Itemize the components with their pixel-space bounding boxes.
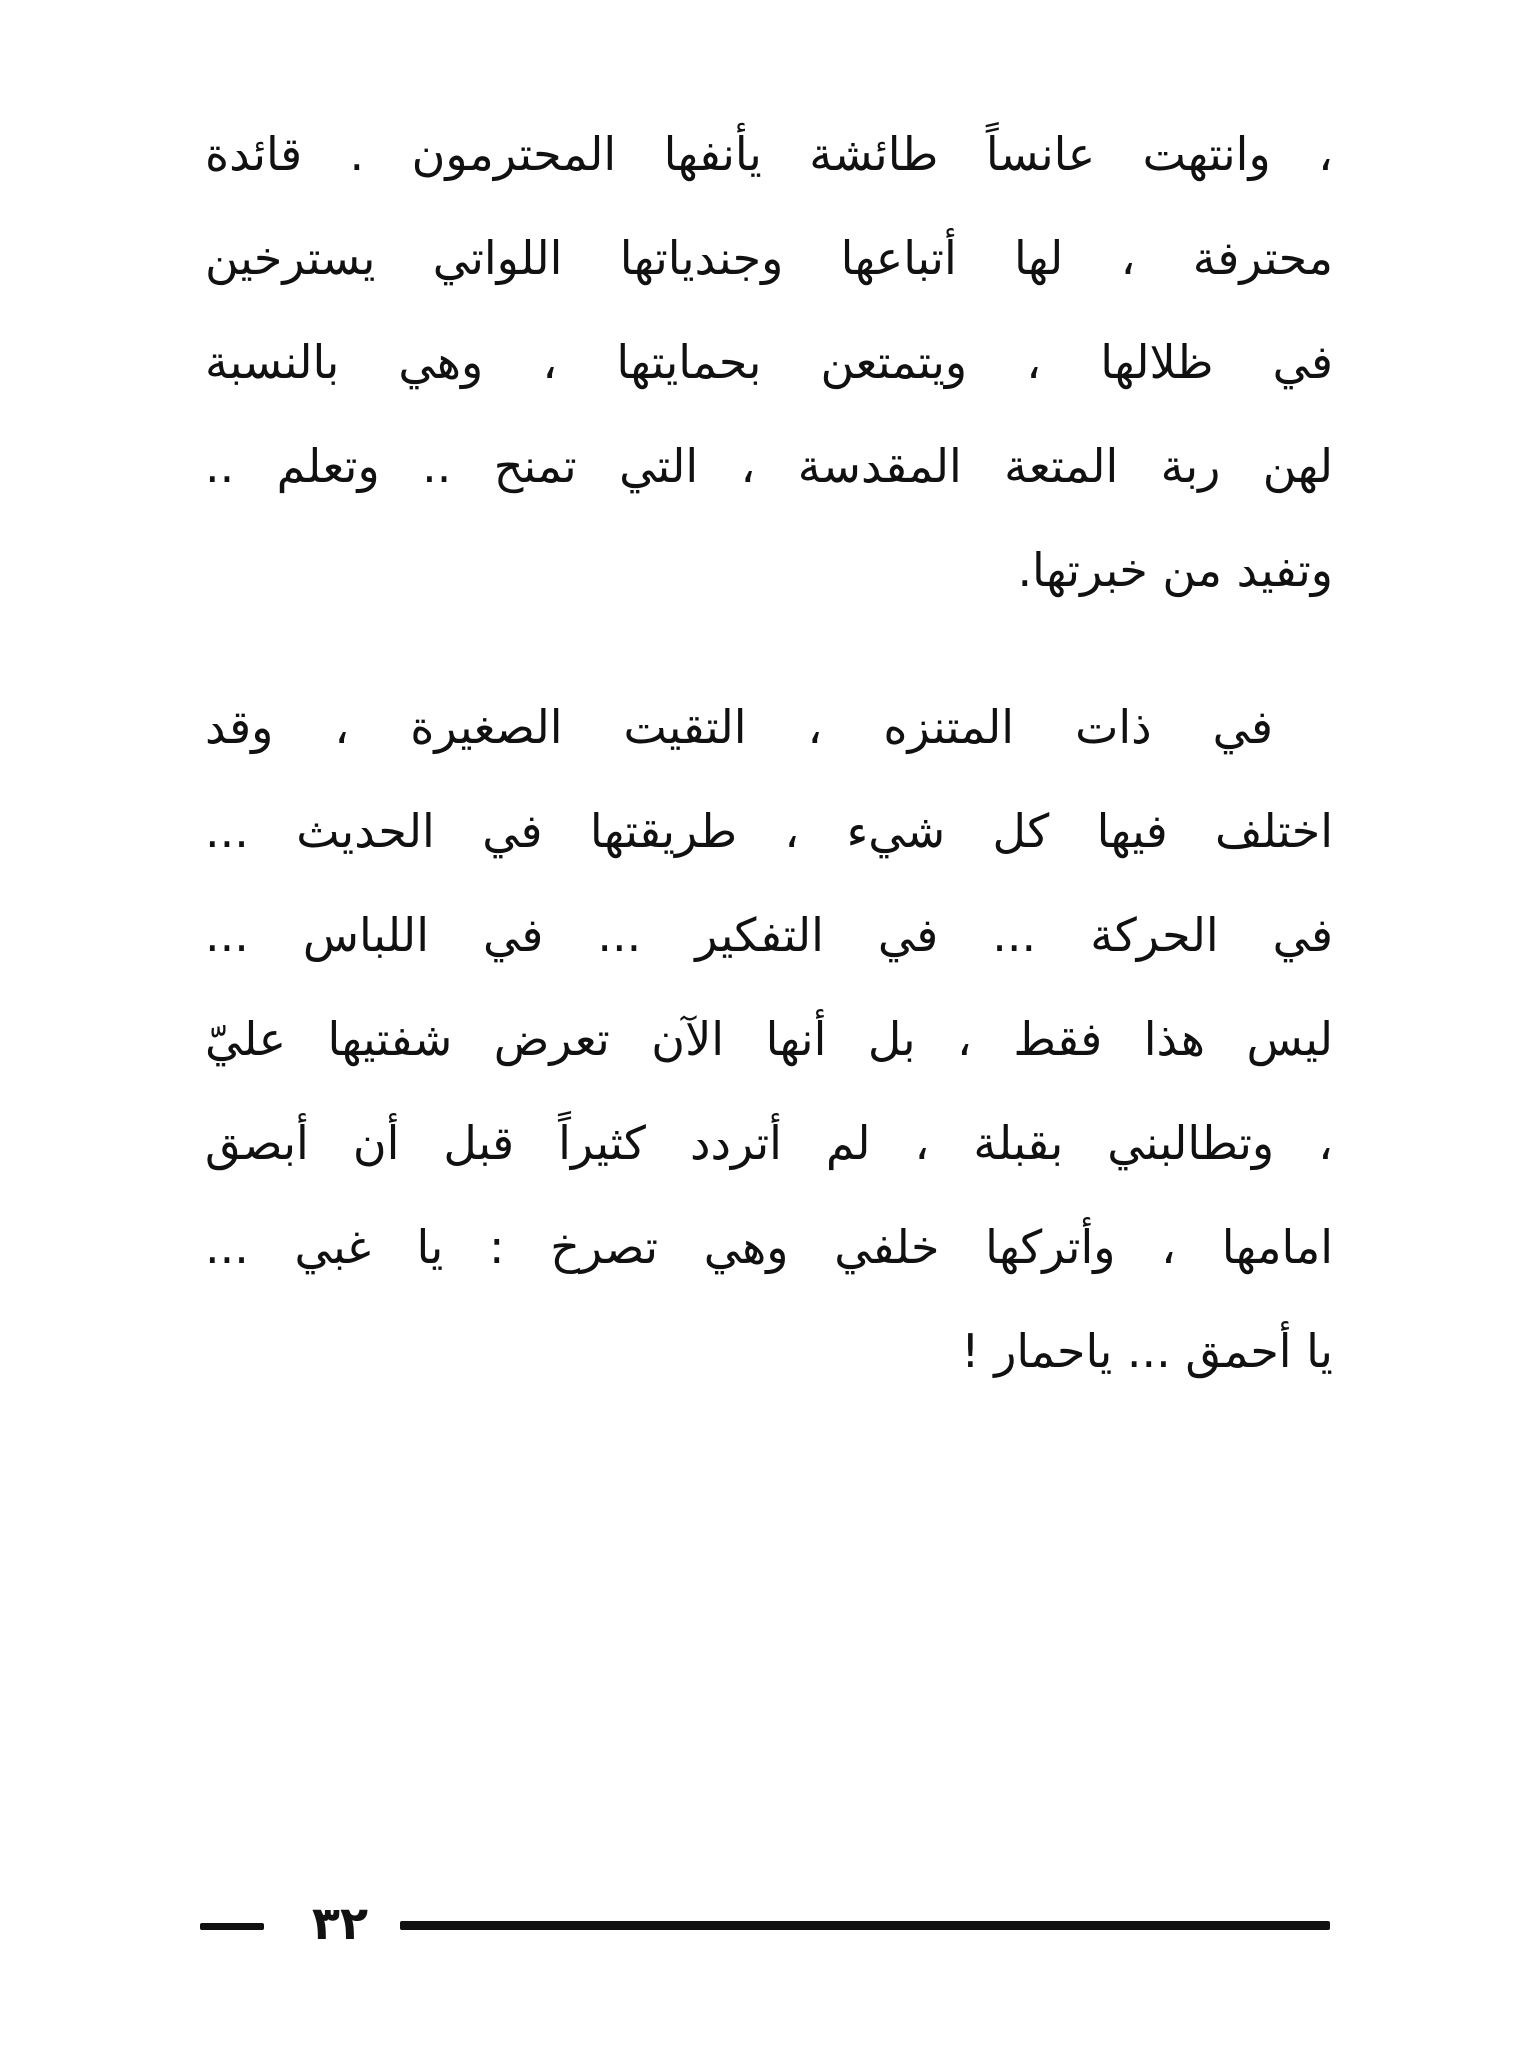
text-line: امامها ، وأتركها خلفي وهي تصرخ : يا غبي ... (205, 1220, 1333, 1274)
text-line: وتفيد من خبرتها. (1017, 543, 1333, 597)
text-line: محترفة ، لها أتباعها وجندياتها اللواتي يسترخين (205, 231, 1333, 285)
footer-rule-long (400, 1921, 1330, 1930)
footer-rule-short (200, 1923, 264, 1930)
text-line: ، وانتهت عانساً طائشة يأنفها المحترمون . قائدة (205, 127, 1333, 181)
page-number: ٣٢ (311, 1896, 369, 1950)
text-line: يا أحمق ... ياحمار ! (961, 1324, 1333, 1378)
paragraph-2 (205, 675, 1333, 1403)
page-footer (200, 1893, 1330, 1953)
text-line: في ذات المتنزه ، التقيت الصغيرة ، وقد (205, 700, 1273, 754)
text-line: ، وتطالبني بقبلة ، لم أتردد كثيراً قبل أن أبصق (205, 1116, 1333, 1170)
text-line: لهن ربة المتعة المقدسة ، التي تمنح .. وتعلم .. (205, 439, 1333, 493)
paragraph-1 (205, 102, 1333, 622)
text-line: اختلف فيها كل شيء ، طريقتها في الحديث ... (205, 804, 1333, 858)
text-line: في ظلالها ، ويتمتعن بحمايتها ، وهي بالنسبة (205, 335, 1333, 389)
text-line: في الحركة ... في التفكير ... في اللباس ... (205, 908, 1333, 962)
text-line: ليس هذا فقط ، بل أنها الآن تعرض شفتيها عليّ (205, 1012, 1333, 1066)
